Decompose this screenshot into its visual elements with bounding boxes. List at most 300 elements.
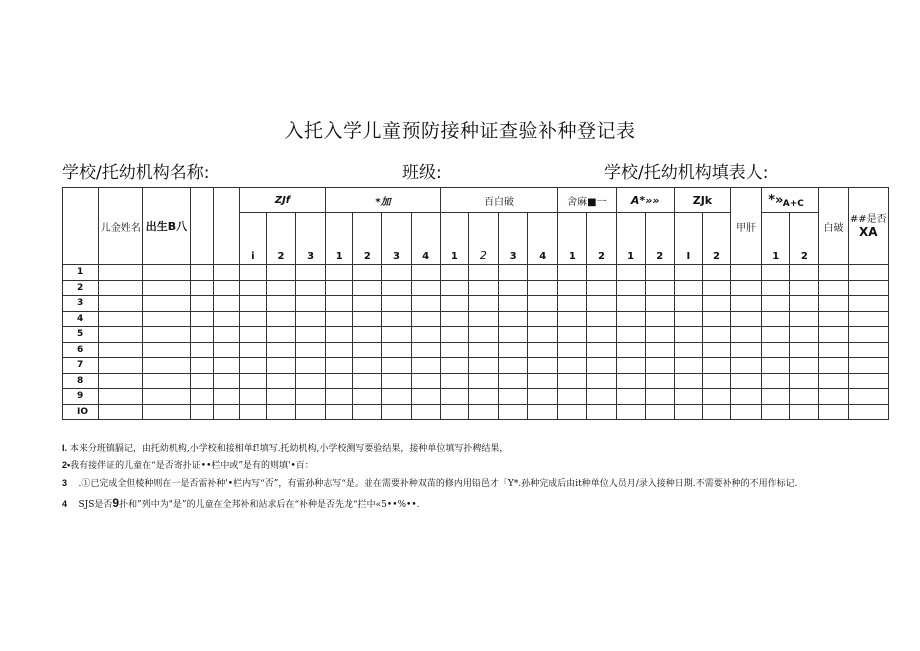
- table-cell: [143, 342, 190, 358]
- table-cell: [558, 327, 587, 343]
- table-cell: [762, 296, 790, 312]
- table-cell: [296, 389, 326, 405]
- table-cell: [587, 265, 616, 281]
- table-cell: [762, 342, 790, 358]
- completion-header-line2: XA: [859, 225, 878, 239]
- table-cell: [143, 280, 190, 296]
- page-title: 入托入学儿童预防接种证查验补种登记表: [284, 120, 636, 142]
- table-cell: [616, 342, 645, 358]
- table-cell: [468, 358, 498, 374]
- table-cell: [819, 342, 848, 358]
- table-row: [63, 342, 889, 358]
- table-cell: [266, 265, 295, 281]
- table-cell: [382, 389, 411, 405]
- table-cell: [239, 327, 266, 343]
- table-cell: [266, 404, 295, 420]
- table-cell: [616, 358, 645, 374]
- table-cell: [674, 389, 702, 405]
- table-cell: [790, 265, 819, 281]
- table-cell: [411, 327, 440, 343]
- table-cell: [674, 373, 702, 389]
- table-cell: [213, 389, 239, 405]
- note-3: [62, 477, 797, 490]
- row-number: 5: [63, 327, 99, 343]
- table-cell: [440, 404, 468, 420]
- table-cell: [499, 389, 528, 405]
- table-cell: [468, 296, 498, 312]
- table-cell: [239, 311, 266, 327]
- table-cell: [819, 311, 848, 327]
- table-cell: [468, 280, 498, 296]
- table-cell: [848, 311, 888, 327]
- table-cell: [731, 296, 762, 312]
- table-cell: [266, 296, 295, 312]
- table-cell: [143, 296, 190, 312]
- table-cell: [819, 296, 848, 312]
- table-cell: [762, 358, 790, 374]
- table-cell: [239, 280, 266, 296]
- table-cell: [558, 265, 587, 281]
- table-cell: [353, 404, 382, 420]
- table-cell: [99, 311, 143, 327]
- table-cell: [674, 296, 702, 312]
- table-cell: [468, 404, 498, 420]
- table-cell: [266, 311, 295, 327]
- table-row: [63, 311, 889, 327]
- group-header-1: ZJf: [239, 188, 325, 213]
- table-cell: [616, 327, 645, 343]
- table-cell: [819, 265, 848, 281]
- table-row: [63, 389, 889, 405]
- table-cell: [848, 358, 888, 374]
- table-cell: [616, 404, 645, 420]
- table-cell: [819, 280, 848, 296]
- note-text: SJS是否: [78, 500, 113, 510]
- table-cell: [702, 265, 730, 281]
- dose-header: 2: [353, 213, 382, 265]
- table-cell: [499, 373, 528, 389]
- table-cell: [674, 404, 702, 420]
- table-cell: [326, 296, 353, 312]
- table-cell: [239, 342, 266, 358]
- group-header-mmr: 舍麻■一: [558, 188, 616, 213]
- table-cell: [616, 280, 645, 296]
- table-cell: [645, 389, 674, 405]
- table-cell: [819, 389, 848, 405]
- table-cell: [326, 327, 353, 343]
- table-cell: [326, 389, 353, 405]
- dose-header: I: [674, 213, 702, 265]
- table-cell: [266, 342, 295, 358]
- table-row: [63, 358, 889, 374]
- table-cell: [99, 389, 143, 405]
- table-cell: [790, 296, 819, 312]
- table-cell: [99, 358, 143, 374]
- dose-header: 2: [702, 213, 730, 265]
- row-number: 4: [63, 311, 99, 327]
- table-cell: [587, 389, 616, 405]
- table-cell: [382, 311, 411, 327]
- table-cell: [616, 389, 645, 405]
- table-cell: [468, 373, 498, 389]
- table-cell: [382, 404, 411, 420]
- table-cell: [674, 342, 702, 358]
- table-cell: [674, 327, 702, 343]
- row-number-header: [63, 188, 99, 265]
- table-cell: [99, 342, 143, 358]
- dose-header-label: 2: [800, 251, 808, 262]
- row-number: 2: [63, 280, 99, 296]
- table-cell: [848, 265, 888, 281]
- table-cell: [190, 296, 213, 312]
- table-cell: [819, 327, 848, 343]
- dt-header: 白破: [819, 188, 848, 265]
- table-cell: [790, 373, 819, 389]
- table-cell: [353, 265, 382, 281]
- table-cell: [848, 342, 888, 358]
- table-cell: [731, 389, 762, 405]
- table-cell: [790, 404, 819, 420]
- table-cell: [143, 358, 190, 374]
- table-cell: [819, 404, 848, 420]
- row-number: 6: [63, 342, 99, 358]
- table-cell: [762, 327, 790, 343]
- table-cell: [702, 342, 730, 358]
- completion-header: [848, 188, 888, 265]
- row-number: 3: [63, 296, 99, 312]
- table-cell: [353, 358, 382, 374]
- table-cell: [296, 280, 326, 296]
- table-cell: [731, 280, 762, 296]
- table-cell: [411, 311, 440, 327]
- group-header-6: ZJk: [674, 188, 730, 213]
- table-cell: [440, 389, 468, 405]
- table-cell: [790, 342, 819, 358]
- table-cell: [326, 404, 353, 420]
- table-cell: [239, 265, 266, 281]
- table-cell: [499, 280, 528, 296]
- table-cell: [213, 265, 239, 281]
- table-cell: [762, 311, 790, 327]
- table-cell: [819, 358, 848, 374]
- table-cell: [645, 311, 674, 327]
- table-cell: [790, 389, 819, 405]
- table-cell: [440, 342, 468, 358]
- table-cell: [616, 373, 645, 389]
- table-cell: [762, 389, 790, 405]
- dose-header: 1: [558, 213, 587, 265]
- group-header-5: A*»»: [616, 188, 674, 213]
- table-cell: [143, 389, 190, 405]
- table-cell: [99, 404, 143, 420]
- table-row: [63, 373, 889, 389]
- table-cell: [296, 358, 326, 374]
- note-number: 3: [62, 478, 68, 488]
- table-cell: [382, 280, 411, 296]
- note-text: 本来分班镇膈记，由托幼机构,小学校和接相单f!填写.托幼机构,小学校测写要验结果，接种单位填写扑稗结果，: [69, 444, 509, 454]
- table-cell: [528, 327, 558, 343]
- table-row: [63, 404, 889, 420]
- dose-header: 2: [645, 213, 674, 265]
- table-cell: [266, 373, 295, 389]
- table-cell: [353, 373, 382, 389]
- table-cell: [558, 373, 587, 389]
- dose-header: 2: [266, 213, 295, 265]
- table-cell: [411, 265, 440, 281]
- table-cell: [213, 311, 239, 327]
- table-row: [63, 280, 889, 296]
- table-cell: [296, 265, 326, 281]
- table-cell: [731, 311, 762, 327]
- table-cell: [382, 265, 411, 281]
- dose-header: 3: [499, 213, 528, 265]
- table-cell: [616, 311, 645, 327]
- hepa-header: 甲肝: [731, 188, 762, 265]
- table-cell: [587, 404, 616, 420]
- table-cell: [558, 280, 587, 296]
- table-cell: [239, 404, 266, 420]
- table-cell: [558, 404, 587, 420]
- table-cell: [326, 280, 353, 296]
- table-cell: [731, 373, 762, 389]
- table-cell: [239, 373, 266, 389]
- table-cell: [558, 342, 587, 358]
- table-cell: [266, 389, 295, 405]
- table-cell: [99, 296, 143, 312]
- table-cell: [674, 280, 702, 296]
- table-cell: [702, 296, 730, 312]
- table-cell: [353, 280, 382, 296]
- table-cell: [353, 389, 382, 405]
- blank-header-2: [213, 188, 239, 265]
- table-cell: [702, 311, 730, 327]
- table-cell: [645, 373, 674, 389]
- table-cell: [702, 327, 730, 343]
- table-cell: [790, 327, 819, 343]
- table-cell: [587, 280, 616, 296]
- table-cell: [382, 342, 411, 358]
- note-number: I.: [62, 443, 68, 453]
- dose-header: 4: [528, 213, 558, 265]
- table-cell: [674, 265, 702, 281]
- table-cell: [616, 265, 645, 281]
- table-cell: [674, 311, 702, 327]
- row-number: 9: [63, 389, 99, 405]
- table-cell: [848, 389, 888, 405]
- row-number: 7: [63, 358, 99, 374]
- table-cell: [213, 358, 239, 374]
- table-cell: [190, 280, 213, 296]
- table-cell: [190, 358, 213, 374]
- table-row: [63, 265, 889, 281]
- table-cell: [587, 358, 616, 374]
- table-cell: [190, 389, 213, 405]
- blank-header-1: [190, 188, 213, 265]
- table-cell: [296, 296, 326, 312]
- completion-header-line1: ##是否: [849, 214, 887, 225]
- table-cell: [411, 296, 440, 312]
- table-cell: [382, 327, 411, 343]
- note-2: [62, 459, 314, 472]
- table-cell: [382, 358, 411, 374]
- table-cell: [296, 311, 326, 327]
- table-cell: [190, 311, 213, 327]
- table-cell: [440, 265, 468, 281]
- table-cell: [213, 327, 239, 343]
- group-last-subtitle: A+C: [782, 199, 804, 209]
- table-cell: [411, 342, 440, 358]
- table-cell: [99, 265, 143, 281]
- dose-header: 1: [440, 213, 468, 265]
- table-cell: [528, 342, 558, 358]
- table-cell: [528, 265, 558, 281]
- table-cell: [645, 296, 674, 312]
- dose-header: 2: [468, 213, 498, 265]
- table-cell: [213, 342, 239, 358]
- table-row: [63, 327, 889, 343]
- table-cell: [296, 342, 326, 358]
- table-cell: [353, 311, 382, 327]
- table-cell: [702, 280, 730, 296]
- table-cell: [645, 327, 674, 343]
- table-cell: [790, 280, 819, 296]
- table-cell: [819, 373, 848, 389]
- table-cell: [440, 311, 468, 327]
- table-cell: [731, 404, 762, 420]
- table-cell: [353, 342, 382, 358]
- table-cell: [266, 327, 295, 343]
- table-cell: [528, 311, 558, 327]
- table-cell: [143, 373, 190, 389]
- table-cell: [762, 404, 790, 420]
- table-cell: [326, 311, 353, 327]
- dose-header: 3: [382, 213, 411, 265]
- table-cell: [411, 404, 440, 420]
- note-text: 我有接伴证的儿童在“是否寄扑证••栏中或”是有的则填'•百：: [70, 461, 314, 471]
- table-cell: [143, 404, 190, 420]
- dose-header: 1: [762, 213, 790, 265]
- table-cell: [702, 404, 730, 420]
- table-cell: [645, 265, 674, 281]
- table-cell: [499, 296, 528, 312]
- table-cell: [762, 280, 790, 296]
- table-cell: [587, 327, 616, 343]
- table-cell: [213, 280, 239, 296]
- table-cell: [382, 296, 411, 312]
- dose-header: 1: [326, 213, 353, 265]
- table-cell: [213, 296, 239, 312]
- row-number: 8: [63, 373, 99, 389]
- dose-header: i: [239, 213, 266, 265]
- table-cell: [440, 358, 468, 374]
- child-name-header: 儿金姓名: [99, 188, 143, 265]
- table-cell: [326, 358, 353, 374]
- table-cell: [411, 358, 440, 374]
- note-4: [62, 497, 420, 511]
- table-row: [63, 296, 889, 312]
- table-cell: [99, 280, 143, 296]
- class-label: 班级:: [402, 163, 442, 183]
- table-cell: [848, 404, 888, 420]
- table-cell: [99, 327, 143, 343]
- table-cell: [468, 311, 498, 327]
- table-cell: [411, 389, 440, 405]
- note-1: [62, 442, 508, 455]
- table-cell: [499, 358, 528, 374]
- table-cell: [190, 265, 213, 281]
- table-cell: [702, 373, 730, 389]
- table-cell: [645, 342, 674, 358]
- note-text: .①已完成全但棱种则在一是否雷补种'•栏内写“否”，有雷孙种志写“是。並在需要补种双苗的修内用铅邑才「Y*.孙种完成后由it种单位人员月/录入接种日期.不需要补种的不用作标记.: [78, 479, 798, 489]
- table-cell: [213, 404, 239, 420]
- table-cell: [762, 373, 790, 389]
- table-cell: [266, 358, 295, 374]
- table-cell: [848, 327, 888, 343]
- dose-header: 1: [616, 213, 645, 265]
- table-cell: [440, 280, 468, 296]
- table-cell: [528, 296, 558, 312]
- dose-header: 2: [587, 213, 616, 265]
- table-cell: [848, 280, 888, 296]
- table-cell: [528, 280, 558, 296]
- table-cell: [382, 373, 411, 389]
- table-cell: [266, 280, 295, 296]
- table-cell: [326, 265, 353, 281]
- registration-table: [62, 187, 889, 420]
- table-cell: [440, 327, 468, 343]
- table-cell: [296, 373, 326, 389]
- table-cell: [499, 327, 528, 343]
- table-cell: [296, 327, 326, 343]
- filler-label: 学校/托幼机构填表人:: [604, 163, 769, 183]
- table-cell: [143, 311, 190, 327]
- table-cell: [99, 373, 143, 389]
- table-cell: [353, 327, 382, 343]
- birth-date-header: 出生B八: [143, 188, 190, 265]
- note-number: 2•: [62, 460, 71, 470]
- table-cell: [702, 358, 730, 374]
- table-cell: [731, 327, 762, 343]
- table-cell: [587, 296, 616, 312]
- table-cell: [790, 358, 819, 374]
- table-cell: [674, 358, 702, 374]
- table-cell: [731, 342, 762, 358]
- table-cell: [558, 389, 587, 405]
- table-cell: [528, 373, 558, 389]
- table-cell: [762, 265, 790, 281]
- note-bold-text: 9: [112, 496, 120, 510]
- table-cell: [440, 373, 468, 389]
- table-cell: [239, 296, 266, 312]
- table-cell: [239, 389, 266, 405]
- table-cell: [468, 342, 498, 358]
- group-header-dtp: 百白破: [440, 188, 558, 213]
- table-cell: [190, 327, 213, 343]
- table-cell: [587, 342, 616, 358]
- table-cell: [848, 296, 888, 312]
- table-cell: [587, 373, 616, 389]
- table-cell: [190, 342, 213, 358]
- note-number: 4: [62, 499, 68, 509]
- row-number: 1: [63, 265, 99, 281]
- table-cell: [213, 373, 239, 389]
- table-cell: [239, 358, 266, 374]
- table-cell: [731, 358, 762, 374]
- table-cell: [587, 311, 616, 327]
- table-cell: [440, 296, 468, 312]
- school-name-label: 学校/托幼机构名称:: [62, 163, 210, 183]
- group-last-top: *»: [768, 192, 784, 208]
